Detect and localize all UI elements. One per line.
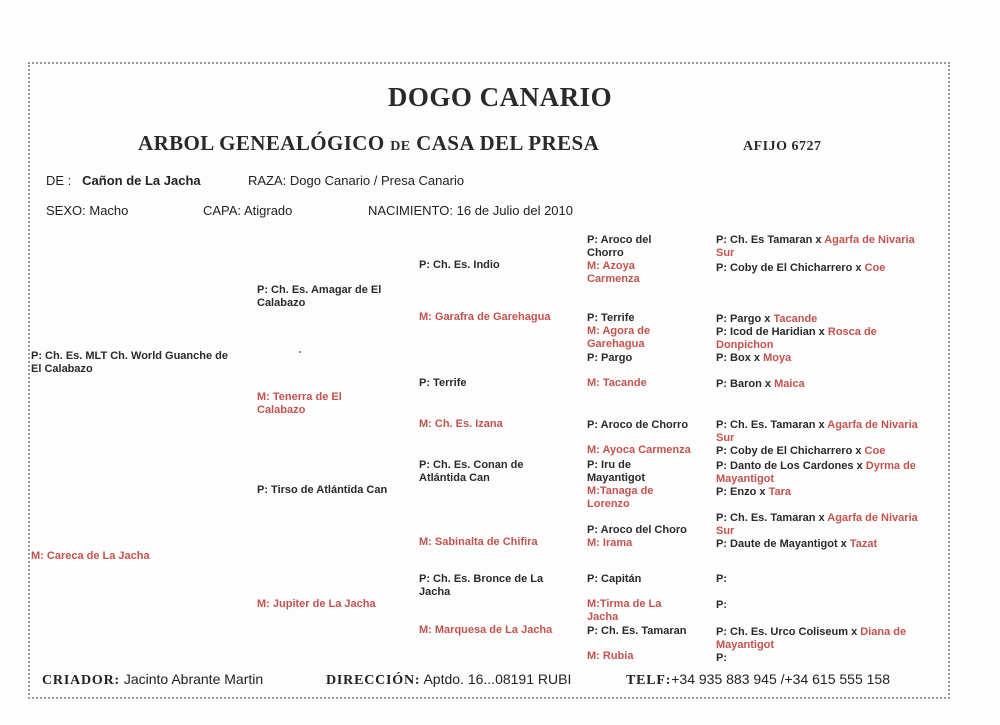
gen4-c: P: Terrife <box>587 312 635 324</box>
gen5-dam: Tazat <box>849 538 878 550</box>
capa-label: CAPA: <box>203 203 242 218</box>
afijo-number: AFIJO 6727 <box>743 139 822 154</box>
gen5-dam: Rosca de Donpichon <box>716 326 877 351</box>
gen3-d: M: Ch. Es. Izana <box>419 418 503 430</box>
gen5-dam: Maica <box>774 378 805 390</box>
gen4-o: P: Ch. Es. Tamaran <box>587 625 687 637</box>
gen5-dam: Agarfa de Nivaria Sur <box>716 234 915 259</box>
page-subtitle <box>138 131 599 156</box>
phone-row <box>626 671 890 689</box>
raza-label: RAZA: <box>248 173 287 188</box>
criador-label: CRIADOR: <box>42 673 120 688</box>
sexo-label: SEXO: <box>46 203 86 218</box>
gen4-n: M:Tirma de La Jacha <box>587 598 662 623</box>
criador-value: Jacinto Abrante Martin <box>123 671 264 687</box>
gen5-dam: Diana de Mayantigot <box>716 626 907 651</box>
gen5-row <box>716 313 936 326</box>
nacimiento-value: 16 de Julio del 2010 <box>456 203 573 218</box>
gen5-dam: Tacande <box>773 313 818 325</box>
gen4-i: P: Iru de Mayantigot <box>587 459 646 484</box>
gen4-f: M: Tacande <box>587 377 647 389</box>
gen5-row <box>716 326 926 351</box>
gen2-dam-2: M: Jupiter de La Jacha <box>257 598 376 610</box>
gen5-dam: Tara <box>768 486 791 498</box>
gen5-dam: Agarfa de Nivaria Sur <box>716 512 918 537</box>
page-title: DOGO CANARIO <box>387 82 613 112</box>
gen4-k: P: Aroco del Choro <box>587 524 687 536</box>
gen5-sire: P: Daute de Mayantigot x <box>716 538 847 550</box>
direccion-label: DIRECCIÓN: <box>326 673 421 688</box>
gen4-e: P: Pargo <box>587 352 633 364</box>
gen5-empty-sire: P: <box>716 652 727 664</box>
gen3-h: M: Marquesa de La Jacha <box>419 624 553 636</box>
gen5-dam: Moya <box>763 352 792 364</box>
gen5-sire: P: Icod de Haridian x <box>716 326 825 338</box>
de-label: DE : <box>46 173 72 188</box>
nacimiento-label: NACIMIENTO: <box>368 203 453 218</box>
gen4-h: M: Ayoca Carmenza <box>587 444 691 456</box>
gen4-m: P: Capitán <box>587 573 642 585</box>
gen5-sire: P: Ch. Es. Tamaran x <box>716 419 825 431</box>
gen2-sire-1: P: Ch. Es. Amagar de El Calabazo <box>257 284 382 309</box>
gen2-dam-1: M: Tenerra de El Calabazo <box>257 391 342 416</box>
gen5-sire: P: Ch. Es. Urco Coliseum x <box>716 626 858 638</box>
gen4-a: P: Aroco del Chorro <box>587 234 652 259</box>
gen3-e: P: Ch. Es. Conan de Atlántida Can <box>419 459 524 484</box>
gen5-dam: Coe <box>864 262 886 274</box>
gen5-row <box>716 445 946 458</box>
breed-row <box>248 173 464 188</box>
gen5-sire: P: Baron x <box>716 378 772 390</box>
gen5-dam: Coe <box>864 445 886 457</box>
subtitle-de: DE <box>390 139 411 154</box>
gen5-row <box>716 626 936 651</box>
gen5-sire: P: Ch. Es Tamaran x <box>716 234 822 246</box>
dog-name-row <box>46 173 201 188</box>
gen5-sire: P: Pargo x <box>716 313 771 325</box>
telf-value: +34 935 883 945 /+34 615 555 158 <box>671 671 890 687</box>
dog-name: Cañon de La Jacha <box>82 173 201 188</box>
telf-label: TELF: <box>626 673 672 688</box>
gen5-dam: Dyrma de Mayantigot <box>716 460 916 485</box>
raza-value: Dogo Canario / Presa Canario <box>289 173 465 188</box>
gen4-g: P: Aroco de Chorro <box>587 419 689 431</box>
gen2-sire-2: P: Tirso de Atlántida Can <box>257 484 388 496</box>
gen4-j: M:Tanaga de Lorenzo <box>587 485 654 510</box>
gen5-empty-sire: P: <box>716 599 727 611</box>
gen5-row <box>716 378 936 391</box>
gen5-row <box>716 486 936 499</box>
sex-row <box>46 203 128 218</box>
gen5-sire: P: Enzo x <box>716 486 766 498</box>
gen5-sire: P: Coby de El Chicharrero x <box>716 262 862 274</box>
gen4-b: M: Azoya Carmenza <box>587 260 640 285</box>
gen3-f: M: Sabinalta de Chifira <box>419 536 538 548</box>
gen4-l: M: Irama <box>587 537 633 549</box>
gen1-sire: P: Ch. Es. MLT Ch. World Guanche de El Calabazo <box>31 350 228 375</box>
gen5-row <box>716 352 936 365</box>
capa-value: Atigrado <box>243 203 293 218</box>
gen4-p: M: Rubia <box>587 650 634 662</box>
breeder-row <box>42 671 263 689</box>
gen3-a: P: Ch. Es. Indio <box>419 259 500 271</box>
gen5-sire: P: Danto de Los Cardones x <box>716 460 863 472</box>
gen3-g: P: Ch. Es. Bronce de La Jacha <box>419 573 544 598</box>
gen5-row <box>716 512 926 537</box>
coat-row <box>203 203 292 218</box>
gen1-dam: M: Careca de La Jacha <box>31 550 150 562</box>
gen4-d: M: Agora de Garehagua <box>587 325 651 350</box>
sexo-value: Macho <box>89 203 129 218</box>
gen5-sire: P: Ch. Es. Tamaran x <box>716 512 825 524</box>
gen5-empty-sire: P: <box>716 573 727 585</box>
scan-speck <box>299 351 301 353</box>
gen3-c: P: Terrife <box>419 377 467 389</box>
gen5-row <box>716 234 926 259</box>
kennel-name: CASA DEL PRESA <box>416 131 600 155</box>
gen5-row <box>716 262 946 275</box>
address-row <box>326 671 571 689</box>
gen5-sire: P: Box x <box>716 352 761 364</box>
gen5-dam: Agarfa de Nivaria Sur <box>716 419 918 444</box>
gen5-row <box>716 419 926 444</box>
direccion-value: Aptdo. 16...08191 RUBI <box>423 671 572 687</box>
gen5-sire: P: Coby de El Chicharrero x <box>716 445 862 457</box>
gen5-row <box>716 460 931 485</box>
gen3-b: M: Garafra de Garehagua <box>419 311 551 323</box>
birth-row <box>368 203 573 218</box>
gen5-row <box>716 538 946 551</box>
subtitle-main: ARBOL GENEALÓGICO <box>138 131 385 155</box>
